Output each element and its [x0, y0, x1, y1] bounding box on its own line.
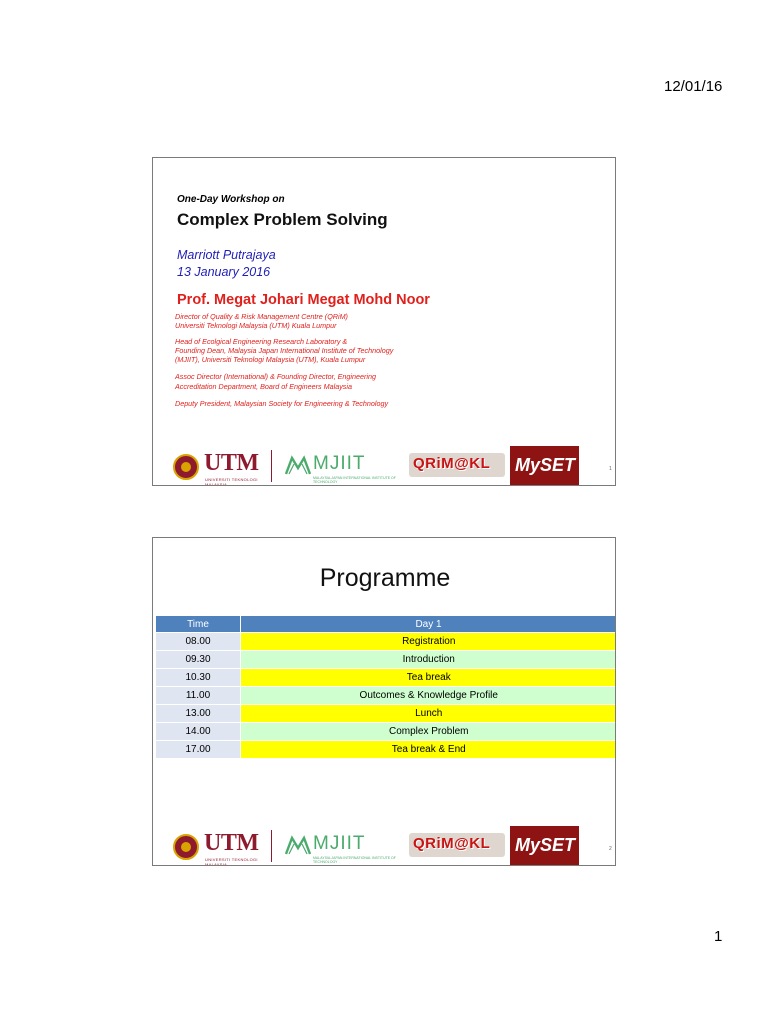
- mjiit-subtext: MALAYSIA-JAPAN INTERNATIONAL INSTITUTE OF TECHNOLOGY: [313, 856, 396, 864]
- mjiit-wordmark: MJIIT: [313, 453, 366, 474]
- myset-wordmark: MySET: [515, 835, 576, 855]
- role-line: Universiti Teknologi Malaysia (UTM) Kuala Lumpur: [175, 321, 337, 331]
- slide-1: [152, 157, 616, 486]
- venue-block: [177, 247, 276, 281]
- logo-divider: [271, 450, 272, 482]
- utm-wordmark: UTM: [204, 830, 259, 856]
- slide-number: 1: [609, 466, 612, 472]
- table-row: [156, 741, 616, 759]
- role-line: (MJIIT), Universiti Teknologi Malaysia (UTM), Kuala Lumpur: [175, 355, 366, 365]
- qrim-logo: [409, 453, 505, 477]
- table-row: [156, 633, 616, 651]
- activity-cell: Complex Problem: [241, 723, 617, 741]
- role-line: Director of Quality & Risk Management Centre (QRiM): [175, 312, 348, 321]
- table-row: [156, 651, 616, 669]
- activity-cell: Lunch: [241, 705, 617, 723]
- qrim-wordmark: QRiM@KL: [413, 835, 491, 852]
- mjiit-logo: [285, 832, 397, 864]
- column-header-day: Day 1: [241, 616, 617, 633]
- mjiit-logo: [285, 452, 397, 484]
- logo-bar: [173, 828, 613, 866]
- utm-logo: [173, 832, 267, 864]
- page-date: 12/01/16: [664, 78, 723, 95]
- table-row: [156, 723, 616, 741]
- table-row: [156, 687, 616, 705]
- utm-emblem-icon: [173, 454, 199, 480]
- qrim-wordmark: QRiM@KL: [413, 455, 491, 472]
- event-date: 13 January 2016: [177, 265, 271, 279]
- table-header-row: [156, 616, 616, 633]
- role-line: Founding Dean, Malaysia Japan International Institute of Technology: [175, 345, 394, 355]
- role-line: Assoc Director (International) & Founding Director, Engineering: [175, 372, 376, 382]
- programme-table: [156, 616, 616, 758]
- workshop-subtitle: One-Day Workshop on: [177, 194, 285, 205]
- page-number: 1: [714, 928, 723, 945]
- utm-subtext: UNIVERSITI TEKNOLOGI MALAYSIA: [205, 857, 258, 866]
- role-line: Head of Ecolgical Engineering Research Laboratory &: [175, 336, 348, 346]
- myset-logo: [510, 826, 579, 866]
- time-cell: 08.00: [156, 633, 241, 651]
- activity-cell: Registration: [241, 633, 617, 651]
- time-cell: 17.00: [156, 741, 241, 759]
- speaker-name: Prof. Megat Johari Megat Mohd Noor: [177, 292, 430, 308]
- activity-cell: Outcomes & Knowledge Profile: [241, 687, 617, 705]
- activity-cell: Introduction: [241, 651, 617, 669]
- utm-wordmark: UTM: [204, 450, 259, 476]
- time-cell: 09.30: [156, 651, 241, 669]
- time-cell: 11.00: [156, 687, 241, 705]
- venue: Marriott Putrajaya: [177, 248, 276, 262]
- time-cell: 14.00: [156, 723, 241, 741]
- table-row: [156, 669, 616, 687]
- mjiit-mark-icon: [285, 834, 311, 856]
- slide-2: [152, 537, 616, 866]
- myset-wordmark: MySET: [515, 455, 576, 475]
- role-line: Deputy President, Malaysian Society for Engineering & Technology: [175, 399, 389, 409]
- time-cell: 10.30: [156, 669, 241, 687]
- utm-logo: [173, 452, 267, 484]
- programme-title: Programme: [319, 564, 451, 592]
- table-row: [156, 705, 616, 723]
- logo-bar: [173, 448, 613, 486]
- workshop-title: Complex Problem Solving: [177, 210, 388, 229]
- qrim-logo: [409, 833, 505, 857]
- mjiit-wordmark: MJIIT: [313, 833, 366, 854]
- speaker-roles: [175, 312, 475, 416]
- time-cell: 13.00: [156, 705, 241, 723]
- myset-logo: [510, 446, 579, 486]
- slide-number: 2: [609, 846, 612, 852]
- utm-emblem-icon: [173, 834, 199, 860]
- utm-subtext: UNIVERSITI TEKNOLOGI MALAYSIA: [205, 477, 258, 486]
- mjiit-subtext: MALAYSIA-JAPAN INTERNATIONAL INSTITUTE OF TECHNOLOGY: [313, 476, 396, 484]
- activity-cell: Tea break: [241, 669, 617, 687]
- role-line: Accreditation Department, Board of Engineers Malaysia: [175, 381, 352, 391]
- logo-divider: [271, 830, 272, 862]
- activity-cell: Tea break & End: [241, 741, 617, 759]
- column-header-time: Time: [156, 616, 241, 633]
- mjiit-mark-icon: [285, 454, 311, 476]
